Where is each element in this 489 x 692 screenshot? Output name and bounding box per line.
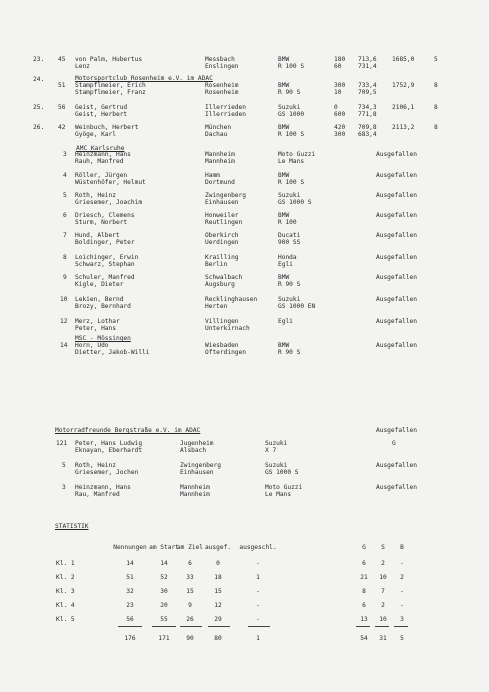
- start-number: 8: [63, 254, 67, 261]
- status-label: Ausgefallen: [376, 151, 417, 158]
- stat-total: 80: [214, 635, 222, 642]
- rider-name: Lenz: [75, 63, 90, 70]
- rider-name: Griesemer, Joachim: [75, 199, 143, 206]
- club-name: AMC Karlsruhe: [76, 145, 125, 152]
- stat-total: 1: [256, 635, 260, 642]
- rider-city: Honweiler: [205, 212, 239, 219]
- rider-name: Merz, Lothar: [75, 318, 120, 325]
- rider-name: Heinzmann, Hans: [75, 484, 131, 491]
- start-number: 4: [63, 172, 67, 179]
- stat-cell: 55: [160, 616, 168, 623]
- start-number: 42: [58, 124, 66, 131]
- rider-name: Eknayan, Eberhardt: [75, 447, 143, 454]
- value-a: 300: [334, 82, 346, 89]
- stat-header: am Start: [149, 544, 179, 551]
- stat-row-label: Kl. 3: [56, 588, 75, 595]
- rider-name: Schuler, Manfred: [75, 274, 135, 281]
- result-place: 25.: [33, 104, 45, 111]
- stat-cell: 14: [126, 560, 134, 567]
- start-number: 51: [58, 82, 66, 89]
- start-number: 14: [60, 342, 68, 349]
- rider-city: Rosenheim: [205, 89, 239, 96]
- motorcycle: BMW: [278, 124, 290, 131]
- rider-city: Augsburg: [205, 281, 235, 288]
- stat-cell: 14: [160, 560, 168, 567]
- stat-cell: -: [400, 602, 404, 609]
- rider-name: Griesemer, Jochen: [75, 469, 139, 476]
- stat-cell: 2: [381, 560, 385, 567]
- motorcycle: GS 1000 S: [265, 469, 299, 476]
- rider-city: Hamm: [205, 172, 220, 179]
- rider-city: Reutlingen: [205, 219, 243, 226]
- rider-name: Heinzmann, Hans: [75, 151, 131, 158]
- total-points: 1752,9: [392, 82, 415, 89]
- stat-cell: 32: [126, 588, 134, 595]
- stat-header: B: [400, 544, 404, 551]
- class-number: 8: [434, 82, 438, 89]
- stat-total: 176: [124, 635, 136, 642]
- stat-cell: 7: [381, 588, 385, 595]
- stat-cell: -: [400, 560, 404, 567]
- value-b: 771,8: [358, 111, 377, 118]
- stat-total-rule: [394, 626, 408, 627]
- rider-name: Rau, Manfred: [75, 491, 120, 498]
- start-number: 12: [60, 318, 68, 325]
- rider-name: Brozy, Bernhard: [75, 303, 131, 310]
- rider-name: Boldinger, Peter: [75, 239, 135, 246]
- rider-city: Mannheim: [205, 158, 235, 165]
- motorcycle: R 90 S: [278, 281, 301, 288]
- stat-cell: 2: [381, 602, 385, 609]
- start-number: 10: [60, 296, 68, 303]
- stat-total-rule: [248, 626, 270, 627]
- value-a: 180: [334, 56, 346, 63]
- rider-name: Geist, Herbert: [75, 111, 128, 118]
- motorcycle: GS 1000 EN: [278, 303, 316, 310]
- stat-header: ausgef.: [204, 544, 232, 551]
- motorcycle: BMW: [278, 56, 290, 63]
- stat-cell: 56: [126, 616, 134, 623]
- rider-city: Mannheim: [180, 484, 210, 491]
- rider-city: Ofterdingen: [205, 349, 246, 356]
- start-number: 3: [62, 484, 66, 491]
- stat-total-rule: [356, 626, 370, 627]
- rider-city: Uerdingen: [205, 239, 239, 246]
- rider-city: Mannheim: [180, 491, 210, 498]
- rider-city: Messbach: [205, 56, 235, 63]
- stat-total-rule: [375, 626, 389, 627]
- value-b: 709,8: [358, 124, 377, 131]
- stat-cell: 29: [214, 616, 222, 623]
- motorcycle: Suzuki: [265, 462, 288, 469]
- value-a: 0: [334, 104, 338, 111]
- motorcycle: Suzuki: [278, 296, 301, 303]
- value-a: 10: [334, 89, 342, 96]
- start-number: 3: [63, 151, 67, 158]
- status-label: Ausgefallen: [376, 274, 417, 281]
- stat-header: Nennungen: [113, 544, 147, 551]
- value-b: 731,4: [358, 63, 377, 70]
- rider-city: Villingen: [205, 318, 239, 325]
- rider-name: Horn, Udo: [75, 342, 109, 349]
- stat-row-label: Kl. 2: [56, 574, 75, 581]
- rider-city: Berlin: [205, 261, 228, 268]
- stat-cell: 8: [362, 588, 366, 595]
- motorcycle: Moto Guzzi: [265, 484, 303, 491]
- rider-city: Enslingen: [205, 63, 239, 70]
- motorcycle: GS 1000: [278, 111, 305, 118]
- stat-cell: 20: [160, 602, 168, 609]
- status-label: Ausgefallen: [376, 254, 417, 261]
- stat-total: 31: [379, 635, 387, 642]
- stat-header: S: [381, 544, 385, 551]
- motorcycle: R 100 S: [278, 131, 305, 138]
- stat-cell: 2: [400, 574, 404, 581]
- rider-city: Rosenheim: [205, 82, 239, 89]
- rider-name: Weinbuch, Herbert: [75, 124, 139, 131]
- value-b: 683,4: [358, 131, 377, 138]
- value-a: 600: [334, 111, 346, 118]
- rider-name: Wüstenhöfer, Helmut: [75, 179, 146, 186]
- value-a: 300: [334, 131, 346, 138]
- status-label: Ausgefallen: [376, 172, 417, 179]
- start-number: 9: [63, 274, 67, 281]
- stat-cell: 15: [214, 588, 222, 595]
- motorcycle: BMW: [278, 212, 290, 219]
- rider-city: Illerrieden: [205, 104, 246, 111]
- class-number: 8: [434, 104, 438, 111]
- stat-cell: 9: [188, 602, 192, 609]
- rider-name: Driesch, Clemens: [75, 212, 135, 219]
- total-points: 1685,0: [392, 56, 415, 63]
- value-b: 734,3: [358, 104, 377, 111]
- rider-city: Wiesbaden: [205, 342, 239, 349]
- motorcycle: R 100 S: [278, 63, 305, 70]
- stat-cell: -: [256, 560, 260, 567]
- status-label: Ausgefallen: [376, 212, 417, 219]
- stat-cell: -: [256, 588, 260, 595]
- rider-name: Roth, Heinz: [75, 192, 116, 199]
- rider-city: Unterkirnach: [205, 325, 250, 332]
- stat-row-label: Kl. 5: [56, 616, 75, 623]
- motorcycle: Moto Guzzi: [278, 151, 316, 158]
- rider-name: Sturm, Norbert: [75, 219, 128, 226]
- stat-cell: 6: [188, 560, 192, 567]
- rider-city: Mannheim: [205, 151, 235, 158]
- motorcycle: X 7: [265, 447, 277, 454]
- stat-cell: 15: [186, 588, 194, 595]
- status-label: Ausgefallen: [376, 484, 417, 491]
- rider-name: Gyöge, Karl: [75, 131, 116, 138]
- rider-city: Illerrieden: [205, 111, 246, 118]
- status-label: Ausgefallen: [376, 318, 417, 325]
- statistik-title: STATISTIK: [55, 523, 89, 530]
- motorcycle: Egli: [278, 318, 293, 325]
- status-label: Ausgefallen: [376, 296, 417, 303]
- stat-cell: 12: [214, 602, 222, 609]
- stat-cell: 21: [360, 574, 368, 581]
- rider-city: Dortmund: [205, 179, 235, 186]
- stat-cell: 1: [256, 574, 260, 581]
- rider-city: Jugenheim: [180, 440, 214, 447]
- stat-cell: 23: [126, 602, 134, 609]
- value-b: 733,4: [358, 82, 377, 89]
- start-number: 5: [63, 192, 67, 199]
- result-place: 24.: [33, 76, 45, 83]
- stat-total: 5: [400, 635, 404, 642]
- status-label: Ausgefallen: [376, 462, 417, 469]
- motorcycle: BMW: [278, 342, 290, 349]
- rider-city: Zwingenberg: [180, 462, 221, 469]
- rider-city: München: [205, 124, 232, 131]
- status-label: Ausgefallen: [376, 427, 417, 434]
- stat-cell: 26: [186, 616, 194, 623]
- rider-city: Zwingenberg: [205, 192, 246, 199]
- stat-cell: 30: [160, 588, 168, 595]
- rider-city: Alsbach: [180, 447, 207, 454]
- rider-city: Recklinghausen: [205, 296, 258, 303]
- motorcycle: Suzuki: [278, 104, 301, 111]
- rider-name: Stampflmeier, Franz: [75, 89, 146, 96]
- stat-total-rule: [208, 626, 230, 627]
- stat-total: 171: [158, 635, 170, 642]
- rider-name: Hund, Albert: [75, 232, 120, 239]
- stat-cell: 18: [214, 574, 222, 581]
- rider-city: Herten: [205, 303, 228, 310]
- rider-name: Geist, Gertrud: [75, 104, 128, 111]
- motorcycle: Suzuki: [278, 192, 301, 199]
- rider-name: Lekien, Bernd: [75, 296, 124, 303]
- start-number: 45: [58, 56, 66, 63]
- rider-name: Kigle, Dieter: [75, 281, 124, 288]
- status-label: Ausgefallen: [376, 192, 417, 199]
- start-number: 5: [62, 462, 66, 469]
- stat-header: am Ziel: [176, 544, 204, 551]
- rider-city: Dachau: [205, 131, 228, 138]
- value-b: 709,5: [358, 89, 377, 96]
- rider-name: Schwarz, Stephan: [75, 261, 135, 268]
- stat-cell: 3: [400, 616, 404, 623]
- rider-name: Rauh, Manfred: [75, 158, 124, 165]
- stat-total-rule: [180, 626, 202, 627]
- rider-name: Peter, Hans Ludwig: [75, 440, 143, 447]
- status-label: Ausgefallen: [376, 342, 417, 349]
- motorcycle: Ducati: [278, 232, 301, 239]
- motorcycle: R 90 S: [278, 89, 301, 96]
- rider-name: Röller, Jürgen: [75, 172, 128, 179]
- rider-city: Schwalbach: [205, 274, 243, 281]
- status-label: G: [392, 440, 396, 447]
- value-b: 713,6: [358, 56, 377, 63]
- motorcycle: BMW: [278, 82, 290, 89]
- stat-cell: -: [256, 602, 260, 609]
- stat-row-label: Kl. 1: [56, 560, 75, 567]
- stat-total-rule: [118, 626, 142, 627]
- motorcycle: R 90 S: [278, 349, 301, 356]
- rider-city: Einhausen: [205, 199, 239, 206]
- rider-name: Loichinger, Erwin: [75, 254, 139, 261]
- rider-city: Oberkirch: [205, 232, 239, 239]
- stat-cell: 51: [126, 574, 134, 581]
- status-label: Ausgefallen: [376, 232, 417, 239]
- value-a: 60: [334, 63, 342, 70]
- rider-name: Peter, Hans: [75, 325, 116, 332]
- club-name: Motorradfreunde Bergstraße e.V. im ADAC: [55, 427, 201, 434]
- stat-total: 54: [360, 635, 368, 642]
- stat-total: 90: [186, 635, 194, 642]
- stat-cell: 10: [379, 616, 387, 623]
- rider-city: Einhausen: [180, 469, 214, 476]
- stat-cell: 33: [186, 574, 194, 581]
- stat-cell: 6: [362, 560, 366, 567]
- motorcycle: BMW: [278, 274, 290, 281]
- stat-cell: 0: [216, 560, 220, 567]
- start-number: 56: [58, 104, 66, 111]
- start-number: 7: [63, 232, 67, 239]
- motorcycle: Suzuki: [265, 440, 288, 447]
- stat-cell: 13: [360, 616, 368, 623]
- motorcycle: BMW: [278, 172, 290, 179]
- stat-cell: -: [400, 588, 404, 595]
- motorcycle: 900 SS: [278, 239, 301, 246]
- result-place: 23.: [33, 56, 45, 63]
- stat-row-label: Kl. 4: [56, 602, 75, 609]
- club-name: MSC - Mössingen: [75, 335, 131, 342]
- total-points: 2106,1: [392, 104, 415, 111]
- stat-header: ausgeschl.: [239, 544, 277, 551]
- start-number: 6: [63, 212, 67, 219]
- motorcycle: Honda: [278, 254, 297, 261]
- stat-cell: -: [256, 616, 260, 623]
- result-place: 26.: [33, 124, 45, 131]
- total-points: 2113,2: [392, 124, 415, 131]
- rider-name: Roth, Heinz: [75, 462, 116, 469]
- motorcycle: Egli: [278, 261, 293, 268]
- rider-name: Dietter, Jakob-Willi: [75, 349, 150, 356]
- stat-header: G: [362, 544, 366, 551]
- club-name: Motorsportclub Rosenheim e.V. im ADAC: [75, 75, 213, 82]
- class-number: 8: [434, 124, 438, 131]
- stat-cell: 6: [362, 602, 366, 609]
- stat-cell: 52: [160, 574, 168, 581]
- stat-cell: 10: [379, 574, 387, 581]
- value-a: 420: [334, 124, 346, 131]
- motorcycle: R 100: [278, 219, 297, 226]
- stat-total-rule: [152, 626, 176, 627]
- class-number: 5: [434, 56, 438, 63]
- rider-city: Krailling: [205, 254, 239, 261]
- rider-name: Stampflmeier, Erich: [75, 82, 146, 89]
- motorcycle: GS 1000 S: [278, 199, 312, 206]
- motorcycle: Le Mans: [278, 158, 305, 165]
- rider-name: von Palm, Hubertus: [75, 56, 143, 63]
- motorcycle: Le Mans: [265, 491, 292, 498]
- motorcycle: R 100 S: [278, 179, 305, 186]
- start-number: 121: [56, 440, 68, 447]
